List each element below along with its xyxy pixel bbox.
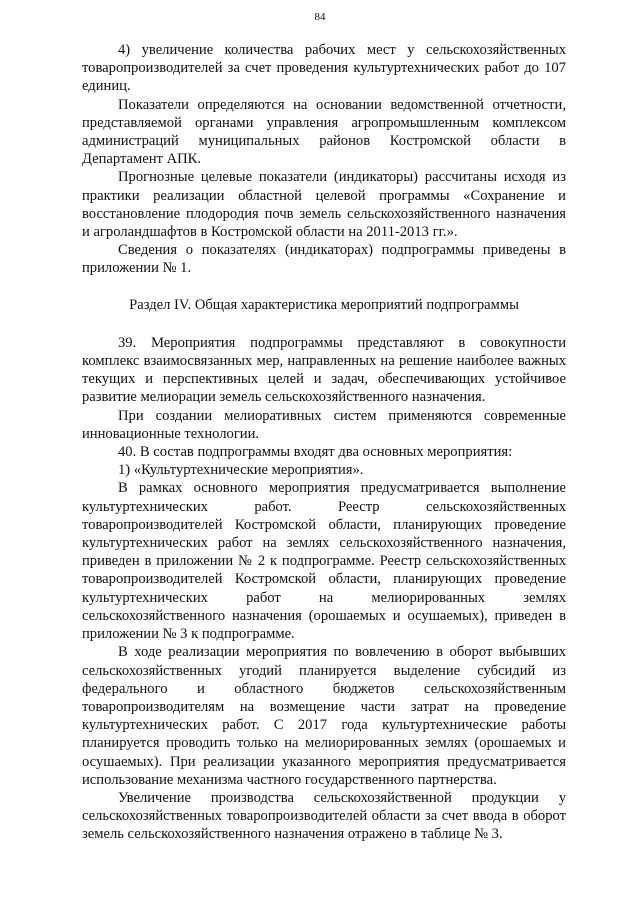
section-title: Раздел IV. Общая характеристика мероприятий подпрограммы [129,296,519,313]
page-number: 84 [314,11,326,23]
paragraph-forecast-indicators: Прогнозные целевые показатели (индикаторы) рассчитаны исходя из практики реализации областной целевой программы «Сохранение и восстановление плодородия почв земель сельскохозяйственного назначения и агроландшафтов в Костромской области на 2011-2013 гг.». [82,169,566,241]
paragraph-40-composition: 40. В состав подпрограммы входят два основных мероприятия: [118,444,513,461]
paragraph-39-measures: 39. Мероприятия подпрограммы представляют в совокупности комплекс взаимосвязанных мер, направленных на решение наиболее важных текущих и перспективных целей и задач, обеспечивающих устойчивое развитие мелиорации земель сельскохозяйственного назначения. [82,334,566,406]
document-body [82,41,566,844]
paragraph-cultural-technical-measures: 1) «Культуртехнические мероприятия». [118,462,364,479]
paragraph-indicators-source: Показатели определяются на основании ведомственной отчетности, представляемой органами управления агропромышленным комплексом администраций муниципальных районов Костромской области в Департамент АПК. [82,96,566,168]
paragraph-registry: В рамках основного мероприятия предусматривается выполнение культуртехнических работ. Реестр сельскохозяйственных товаропроизводителей Костромской области, планирующих проведение культуртехнических работ на землях сельскохозяйственного назначения, приведен в приложении № 2 к подпрограмме. Реестр сельскохозяйственных товаропроизводителей Костромской области, планирующих проведение культуртехнических работ на мелиорированных землях сельскохозяйственного назначения (орошаемых и осушаемых), приведен в приложении № 3 к подпрограмме. [82,480,566,643]
paragraph-innovative-technologies: При создании мелиоративных систем применяются современные инновационные технологии. [82,407,566,442]
paragraph-workplaces-increase: 4) увеличение количества рабочих мест у сельскохозяйственных товаропроизводителей за счет проведения культуртехнических работ до 107 единиц. [82,42,566,95]
paragraph-subsidies: В ходе реализации мероприятия по вовлечению в оборот выбывших сельскохозяйственных угодий планируется выделение субсидий из федерального и областного бюджетов сельскохозяйственным товаропроизводителям на возмещение части затрат на проведение культуртехнических работ. С 2017 года культуртехнические работы планируется проводить только на мелиорированных землях (орошаемых и осушаемых). При реализации указанного мероприятия предусматривается использование механизма частного государственного партнерства. [82,644,566,788]
paragraph-production-increase: Увеличение производства сельскохозяйственной продукции у сельскохозяйственных товаропроизводителей области за счет ввода в оборот земель сельскохозяйственного назначения отражено в таблице № 3. [82,789,566,843]
paragraph-indicators-appendix: Сведения о показателях (индикаторах) подпрограммы приведены в приложении № 1. [82,242,566,277]
